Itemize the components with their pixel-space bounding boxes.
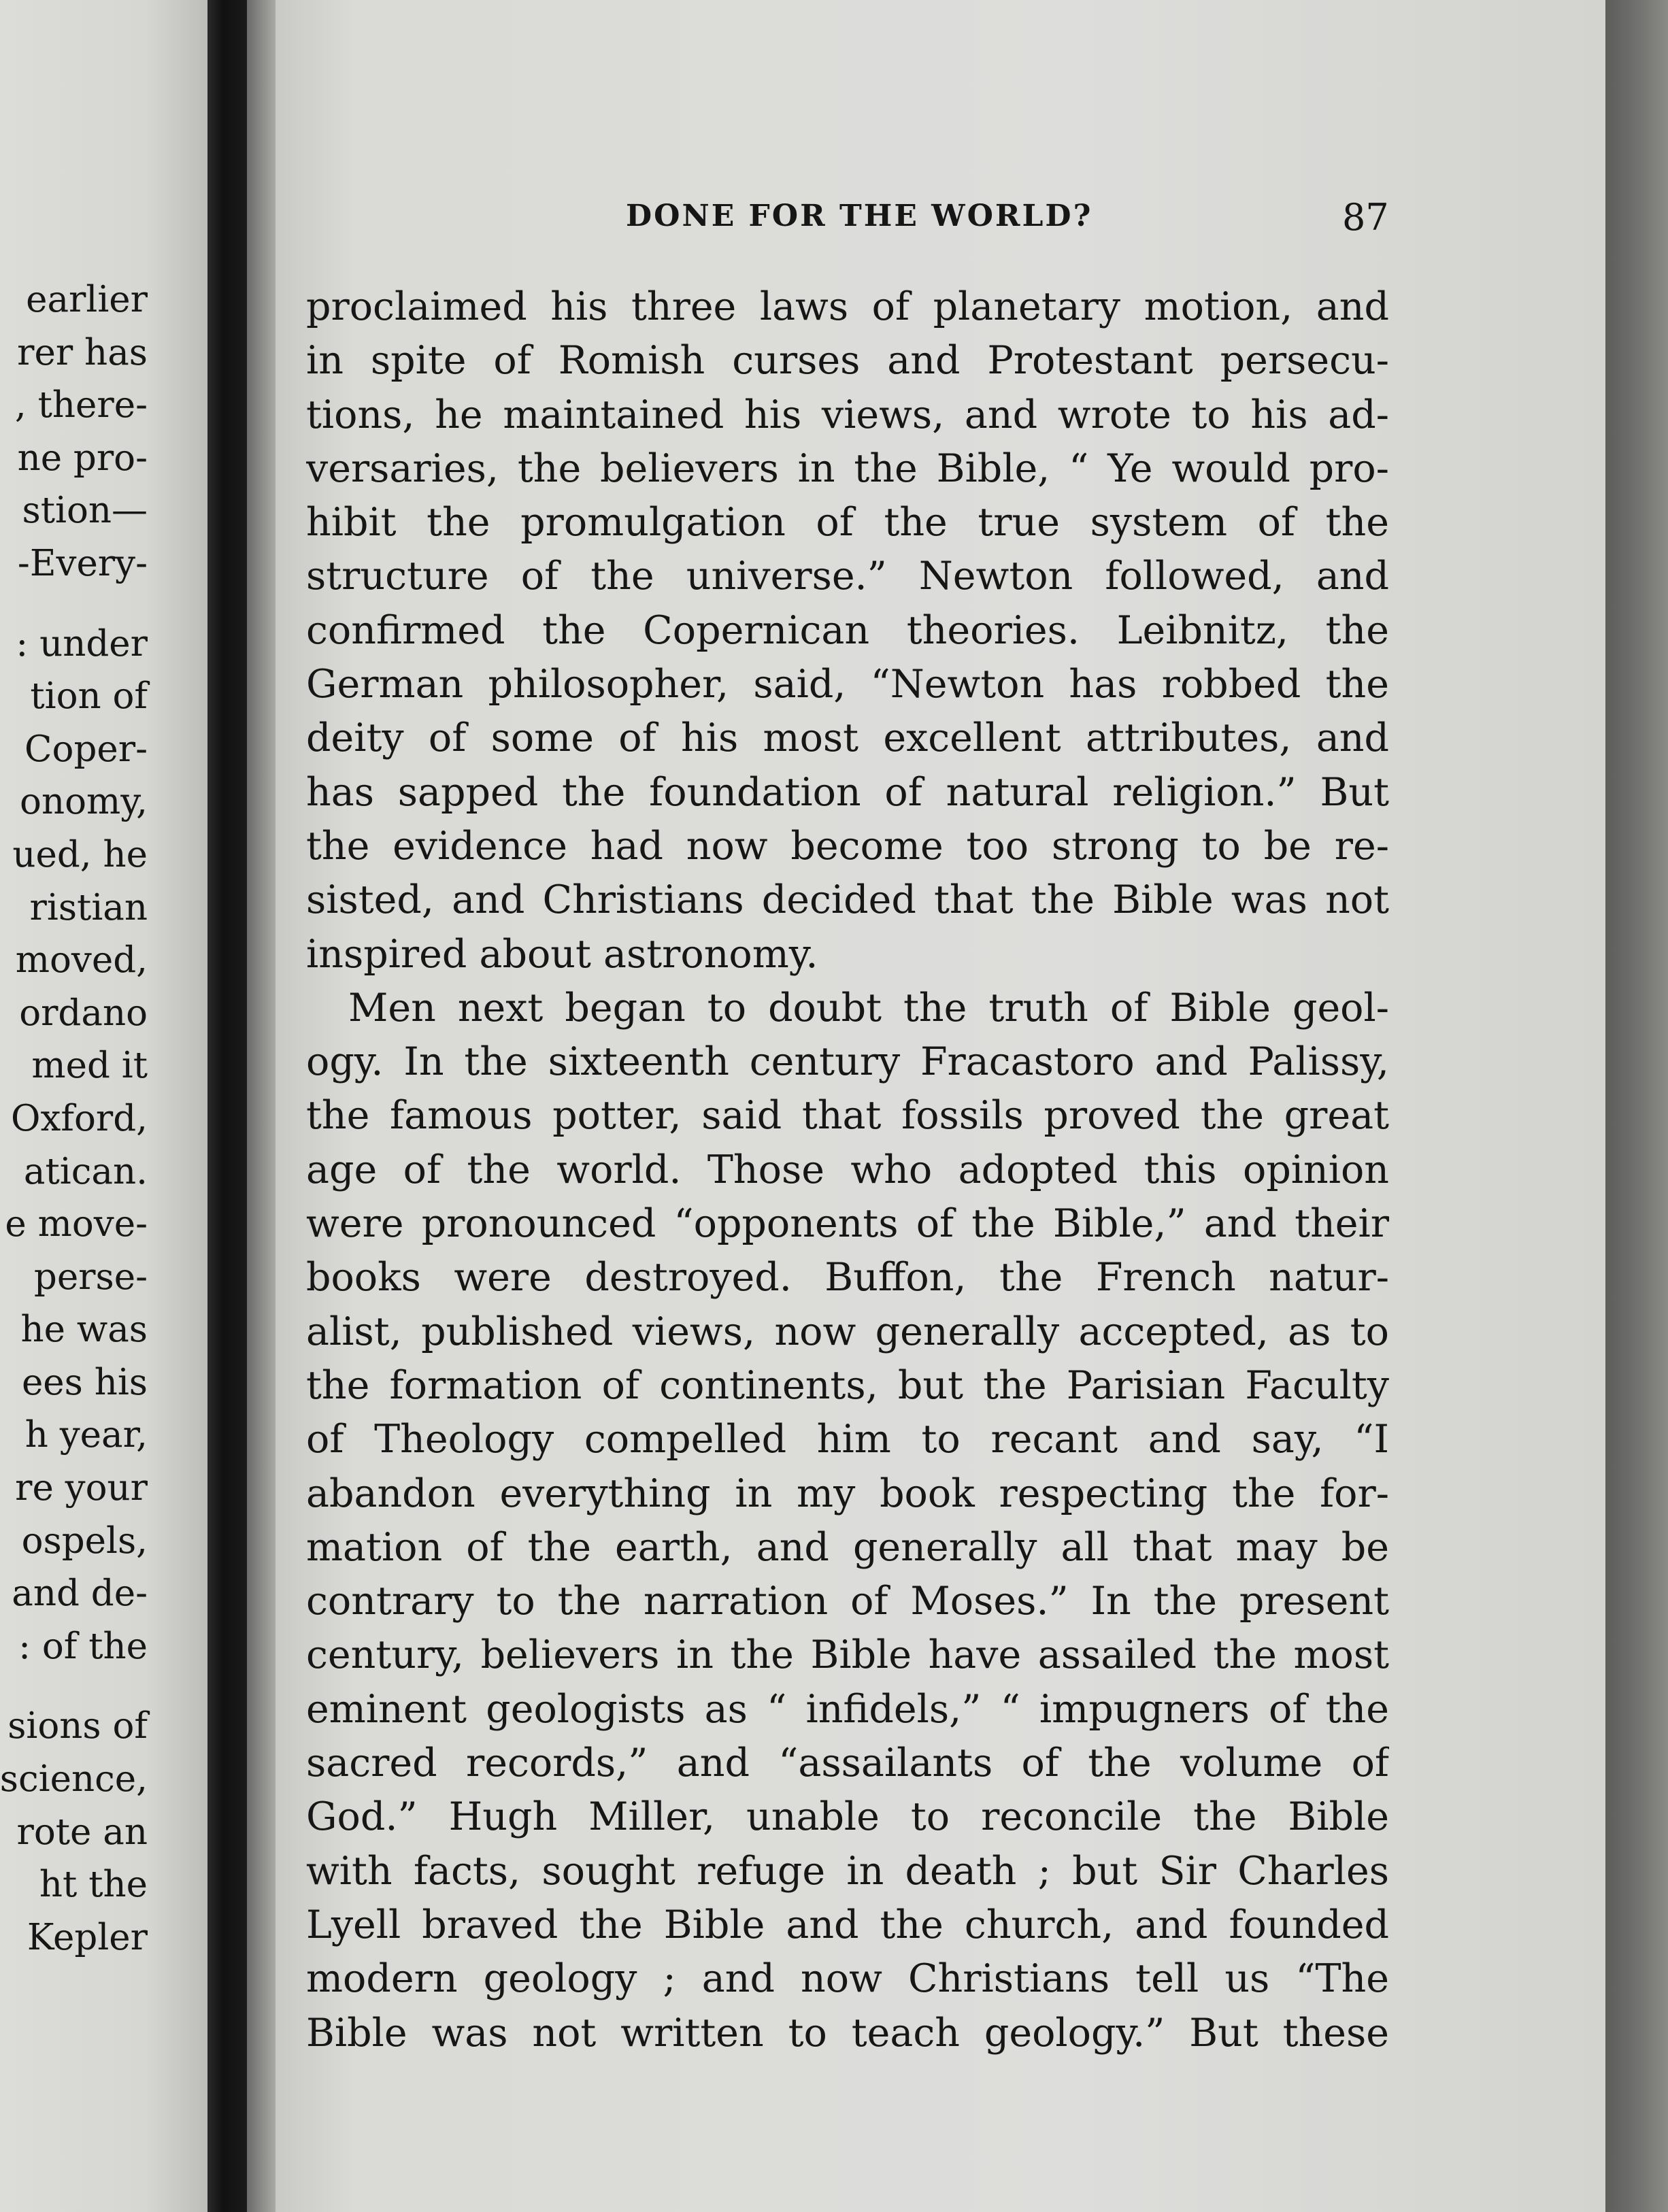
left-page-line: science,: [0, 1758, 148, 1800]
left-page-line: -Every-: [17, 542, 148, 584]
paragraph-2-line: mation of the earth, and generally all that may be: [306, 1524, 1389, 1570]
left-page-line: Kepler: [27, 1916, 148, 1958]
paragraph-2-line: eminent geologists as “ infidels,” “ impugners of the: [306, 1686, 1389, 1732]
left-facing-page: [0, 0, 207, 2212]
paragraph-1-line: versaries, the believers in the Bible, “ Ye would pro-: [306, 446, 1389, 491]
left-page-line: atican.: [23, 1150, 148, 1192]
paragraph-2-line: Men next began to doubt the truth of Bible geol-: [348, 985, 1389, 1030]
paragraph-1-line: inspired about astronomy.: [306, 931, 818, 977]
paragraph-1-line: the evidence had now become too strong to be re-: [306, 823, 1389, 869]
paragraph-2-line: alist, published views, now generally accepted, as to: [306, 1309, 1389, 1354]
paragraph-1-line: hibit the promulgation of the true system of the: [306, 500, 1389, 546]
left-page-line: med it: [31, 1045, 148, 1087]
left-page-line: ees his: [21, 1361, 148, 1403]
paragraph-2-line: contrary to the narration of Moses.” In the present: [306, 1579, 1389, 1624]
paragraph-2-line: Bible was not written to teach geology.” But these: [306, 2010, 1389, 2056]
paragraph-2-line: of Theology compelled him to recant and say, “I: [306, 1417, 1389, 1462]
left-page-line: and de-: [12, 1573, 148, 1615]
paragraph-1-line: confirmed the Copernican theories. Leibnitz, the: [306, 607, 1389, 653]
paragraph-1-line: proclaimed his three laws of planetary motion, and: [306, 284, 1389, 329]
left-page-line: rote an: [16, 1811, 148, 1853]
paragraph-2-line: God.” Hugh Miller, unable to reconcile the Bible: [306, 1794, 1389, 1840]
paragraph-2-line: abandon everything in my book respecting the for-: [306, 1471, 1389, 1516]
paragraph-1-line: structure of the universe.” Newton followed, and: [306, 554, 1389, 599]
paragraph-1-line: deity of some of his most excellent attributes, and: [306, 716, 1389, 761]
left-page-line: rer has: [17, 331, 148, 373]
paragraph-2-line: the famous potter, said that fossils proved the great: [306, 1093, 1389, 1139]
paragraph-2-line: century, believers in the Bible have assailed the most: [306, 1632, 1389, 1678]
paragraph-2-line: with facts, sought refuge in death ; but Sir Charles: [306, 1848, 1389, 1894]
left-page-line: ued, he: [12, 833, 148, 875]
paragraph-2-line: were pronounced “opponents of the Bible,” and their: [306, 1201, 1389, 1247]
paragraph-2-line: modern geology ; and now Christians tell us “The: [306, 1956, 1389, 2002]
left-page-line: ospels,: [21, 1520, 148, 1562]
left-page-line: ht the: [39, 1864, 148, 1906]
left-page-line: h year,: [24, 1414, 148, 1456]
running-header: DONE FOR THE WORLD?: [626, 199, 1093, 233]
left-page-line: ristian: [29, 886, 148, 928]
paragraph-2-line: books were destroyed. Buffon, the French natur-: [306, 1255, 1389, 1301]
paragraph-1-line: sisted, and Christians decided that the Bible was not: [306, 877, 1389, 923]
left-page-line: moved,: [15, 939, 148, 982]
paragraph-1-line: German philosopher, said, “Newton has robbed the: [306, 662, 1389, 707]
left-page-line: ordano: [19, 992, 148, 1034]
paragraph-2-line: Lyell braved the Bible and the church, and founded: [306, 1902, 1389, 1947]
left-page-line: e move-: [5, 1203, 148, 1245]
paragraph-2-line: age of the world. Those who adopted this opinion: [306, 1147, 1389, 1192]
left-page-line: re your: [15, 1467, 148, 1509]
page-edge: [1605, 0, 1668, 2212]
paragraph-1-line: tions, he maintained his views, and wrote to his ad-: [306, 392, 1389, 437]
left-page-line: : under: [16, 622, 148, 665]
left-page-line: ne pro-: [17, 437, 148, 479]
gutter-shadow: [247, 0, 276, 2212]
paragraph-1-line: in spite of Romish curses and Protestant persecu-: [306, 338, 1389, 384]
left-page-line: Oxford,: [11, 1097, 148, 1139]
left-page-line: Coper-: [24, 728, 148, 770]
left-page-line: [0, 1673, 148, 1700]
left-page-line: stion—: [22, 490, 148, 532]
left-page-text-fragment: [0, 273, 148, 1964]
book-gutter: [207, 0, 247, 2212]
paragraph-2-line: ogy. In the sixteenth century Fracastoro and Palissy,: [306, 1039, 1389, 1085]
left-page-line: [0, 590, 148, 618]
left-page-line: , there-: [14, 384, 148, 426]
paragraph-2-line: sacred records,” and “assailants of the volume of: [306, 1741, 1389, 1786]
page-body-text: [306, 280, 1389, 2060]
paragraph-1-line: has sapped the foundation of natural religion.” But: [306, 769, 1389, 815]
left-page-line: perse-: [33, 1256, 148, 1298]
left-page-line: : of the: [18, 1625, 148, 1667]
left-page-line: earlier: [26, 279, 148, 320]
left-page-line: sions of: [7, 1705, 148, 1747]
paragraph-2-line: the formation of continents, but the Parisian Faculty: [306, 1362, 1389, 1408]
left-page-line: tion of: [30, 675, 148, 718]
page-number: 87: [1342, 196, 1389, 239]
left-page-line: he was: [20, 1309, 148, 1351]
left-page-line: onomy,: [20, 781, 148, 823]
